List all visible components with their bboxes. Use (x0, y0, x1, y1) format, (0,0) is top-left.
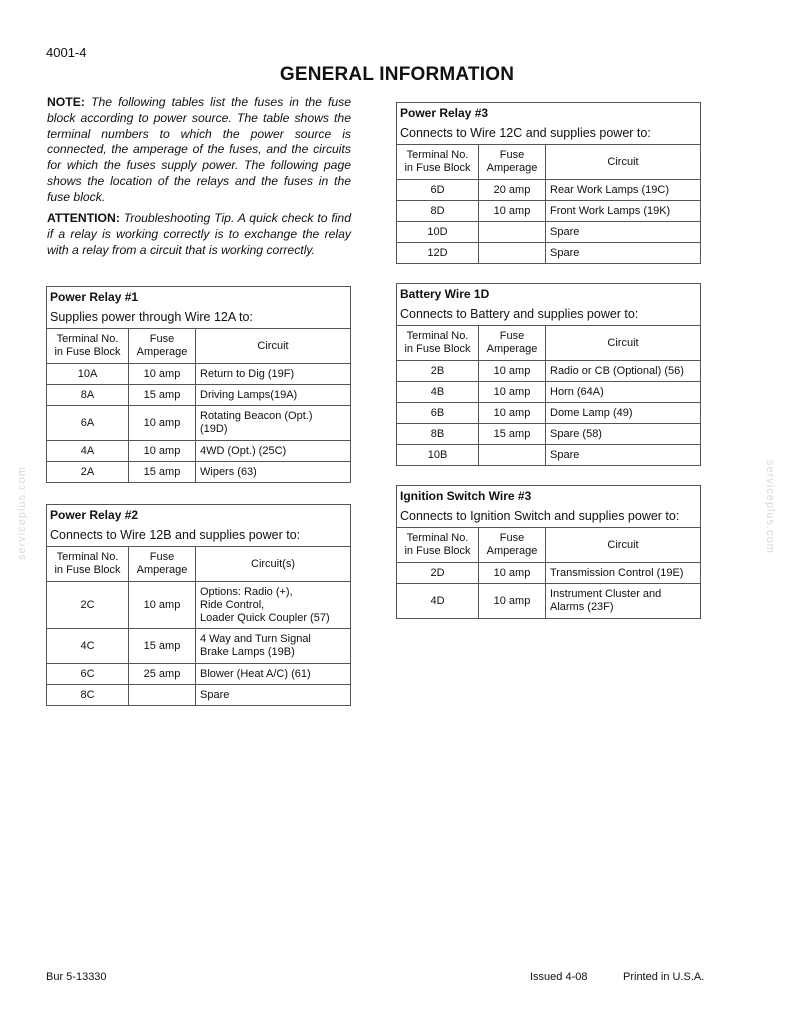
table-row (47, 462, 351, 483)
table-title: Battery Wire 1D (397, 284, 701, 304)
cell-amperage: 20 amp (479, 180, 546, 201)
table-subtitle: Connects to Wire 12C and supplies power to: (397, 122, 701, 145)
cell-terminal: 2B (397, 361, 479, 382)
table-title: Power Relay #2 (47, 505, 351, 525)
footer-issued: Issued 4-08 (530, 971, 588, 983)
table-row (397, 382, 701, 403)
cell-circuit: 4 Way and Turn Signal Brake Lamps (19B) (196, 629, 351, 664)
note-label: NOTE: (47, 95, 85, 109)
attention-label: ATTENTION: (47, 211, 120, 225)
cell-circuit: Rear Work Lamps (19C) (546, 180, 701, 201)
table-row (397, 584, 701, 619)
cell-circuit: Dome Lamp (49) (546, 403, 701, 424)
cell-circuit: Spare (196, 685, 351, 706)
cell-circuit: Rotating Beacon (Opt.) (19D) (196, 406, 351, 441)
cell-terminal: 10B (397, 445, 479, 466)
table-row (397, 424, 701, 445)
note-paragraph (47, 95, 351, 206)
cell-terminal: 8D (397, 201, 479, 222)
cell-circuit: Driving Lamps(19A) (196, 385, 351, 406)
table-row (397, 201, 701, 222)
table-subtitle: Connects to Wire 12B and supplies power to: (47, 524, 351, 547)
cell-circuit: Horn (64A) (546, 382, 701, 403)
cell-amperage: 10 amp (129, 364, 196, 385)
header-terminal: Terminal No. in Fuse Block (397, 326, 479, 361)
header-amperage: Fuse Amperage (479, 326, 546, 361)
header-circuit: Circuit(s) (196, 547, 351, 582)
footer-doc-number: Bur 5-13330 (46, 971, 107, 983)
cell-terminal: 4A (47, 441, 129, 462)
cell-circuit: Instrument Cluster and Alarms (23F) (546, 584, 701, 619)
header-amperage: Fuse Amperage (129, 329, 196, 364)
table-row (47, 385, 351, 406)
table-title: Power Relay #1 (47, 287, 351, 307)
cell-circuit: Spare (546, 222, 701, 243)
attention-text: Troubleshooting Tip. A quick check to find if a relay is working correctly is to exchange the relay with a relay from a circuit that is working correctly. (47, 211, 351, 257)
header-terminal: Terminal No. in Fuse Block (47, 547, 129, 582)
cell-terminal: 10D (397, 222, 479, 243)
table-subtitle: Connects to Ignition Switch and supplies power to: (397, 505, 701, 528)
cell-circuit: 4WD (Opt.) (25C) (196, 441, 351, 462)
table-header-row (397, 145, 701, 180)
table-header-row (47, 547, 351, 582)
table-row (47, 406, 351, 441)
table-row (397, 222, 701, 243)
cell-terminal: 10A (47, 364, 129, 385)
cell-amperage: 10 amp (479, 201, 546, 222)
cell-terminal: 6C (47, 664, 129, 685)
note-text: The following tables list the fuses in the fuse block according to power source. The table shows the terminal numbers to which the power source is connected, the amperage of the fuses, and the circuits for which the fuses supply power. The following page shows the location of the relays and the fuses in the fuse block. (47, 95, 351, 204)
cell-amperage: 15 amp (479, 424, 546, 445)
attention-paragraph (47, 211, 351, 258)
table-row (47, 364, 351, 385)
footer-printed: Printed in U.S.A. (623, 971, 705, 983)
power-relay-2-table (46, 504, 351, 706)
cell-terminal: 6A (47, 406, 129, 441)
table-row (397, 563, 701, 584)
cell-amperage: 10 amp (479, 382, 546, 403)
table-row (47, 582, 351, 629)
cell-circuit: Transmission Control (19E) (546, 563, 701, 584)
header-amperage: Fuse Amperage (479, 528, 546, 563)
table-row (397, 180, 701, 201)
page-number: 4001-4 (46, 45, 87, 60)
header-circuit: Circuit (196, 329, 351, 364)
battery-wire-1d-table (396, 283, 701, 466)
watermark-right: serviceplus.com (764, 460, 776, 554)
cell-amperage: 10 amp (129, 582, 196, 629)
table-subtitle: Connects to Battery and supplies power to: (397, 303, 701, 326)
cell-amperage (479, 445, 546, 466)
table-row (47, 629, 351, 664)
cell-terminal: 4C (47, 629, 129, 664)
table-header-row (397, 326, 701, 361)
cell-amperage: 15 amp (129, 629, 196, 664)
page-title: GENERAL INFORMATION (279, 64, 515, 85)
cell-circuit: Front Work Lamps (19K) (546, 201, 701, 222)
cell-circuit: Spare (546, 243, 701, 264)
cell-amperage (479, 243, 546, 264)
cell-terminal: 12D (397, 243, 479, 264)
table-subtitle: Supplies power through Wire 12A to: (47, 306, 351, 329)
table-title: Ignition Switch Wire #3 (397, 486, 701, 506)
header-circuit: Circuit (546, 145, 701, 180)
cell-terminal: 2C (47, 582, 129, 629)
cell-amperage: 25 amp (129, 664, 196, 685)
table-row (397, 445, 701, 466)
header-circuit: Circuit (546, 326, 701, 361)
cell-amperage (129, 685, 196, 706)
cell-amperage: 10 amp (129, 406, 196, 441)
table-row (397, 243, 701, 264)
table-header-row (397, 528, 701, 563)
cell-amperage: 10 amp (479, 361, 546, 382)
cell-terminal: 6D (397, 180, 479, 201)
cell-circuit: Spare (58) (546, 424, 701, 445)
cell-amperage (479, 222, 546, 243)
cell-amperage: 15 amp (129, 462, 196, 483)
watermark-left: serviceplus.com (16, 466, 28, 560)
table-title: Power Relay #3 (397, 103, 701, 123)
cell-circuit: Radio or CB (Optional) (56) (546, 361, 701, 382)
table-row (47, 685, 351, 706)
cell-circuit: Return to Dig (19F) (196, 364, 351, 385)
cell-circuit: Blower (Heat A/C) (61) (196, 664, 351, 685)
table-row (397, 403, 701, 424)
ignition-switch-wire-3-table (396, 485, 701, 619)
table-row (47, 441, 351, 462)
cell-terminal: 8A (47, 385, 129, 406)
cell-terminal: 4D (397, 584, 479, 619)
cell-amperage: 10 amp (479, 403, 546, 424)
table-header-row (47, 329, 351, 364)
cell-terminal: 4B (397, 382, 479, 403)
header-terminal: Terminal No. in Fuse Block (397, 528, 479, 563)
cell-amperage: 10 amp (479, 584, 546, 619)
cell-circuit: Wipers (63) (196, 462, 351, 483)
cell-terminal: 8C (47, 685, 129, 706)
cell-terminal: 8B (397, 424, 479, 445)
table-row (397, 361, 701, 382)
cell-terminal: 2D (397, 563, 479, 584)
cell-amperage: 15 amp (129, 385, 196, 406)
header-amperage: Fuse Amperage (129, 547, 196, 582)
cell-circuit: Spare (546, 445, 701, 466)
header-circuit: Circuit (546, 528, 701, 563)
table-row (47, 664, 351, 685)
cell-terminal: 6B (397, 403, 479, 424)
header-terminal: Terminal No. in Fuse Block (397, 145, 479, 180)
cell-circuit: Options: Radio (+), Ride Control, Loader Quick Coupler (57) (196, 582, 351, 629)
power-relay-1-table (46, 286, 351, 483)
cell-amperage: 10 amp (479, 563, 546, 584)
header-amperage: Fuse Amperage (479, 145, 546, 180)
cell-terminal: 2A (47, 462, 129, 483)
power-relay-3-table (396, 102, 701, 264)
cell-amperage: 10 amp (129, 441, 196, 462)
header-terminal: Terminal No. in Fuse Block (47, 329, 129, 364)
